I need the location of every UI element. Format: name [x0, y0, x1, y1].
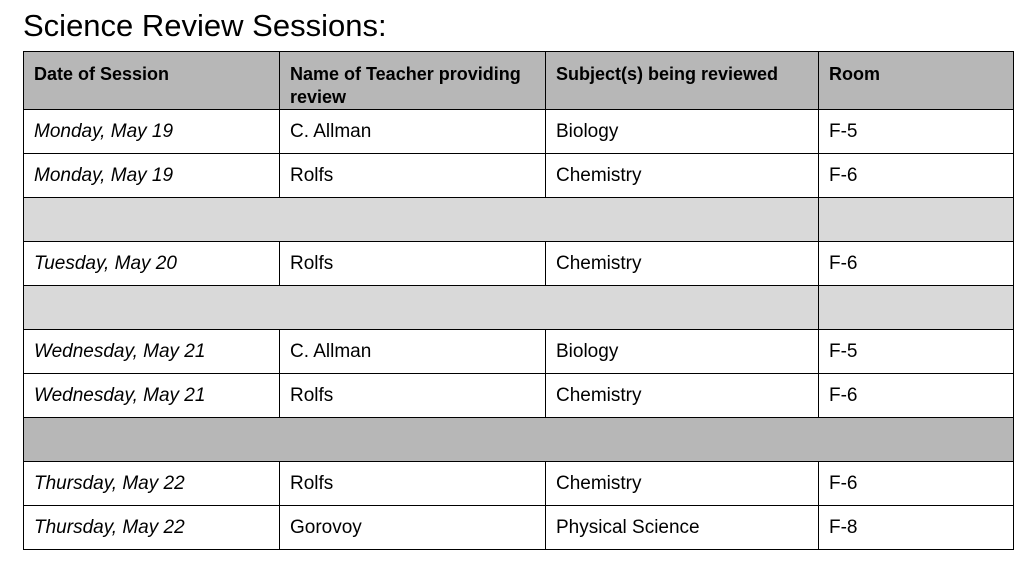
date-cell: Tuesday, May 20: [24, 242, 280, 286]
subject-cell: Chemistry: [546, 242, 819, 286]
date-cell: Wednesday, May 21: [24, 374, 280, 418]
separator-row: [24, 418, 1014, 462]
table-row: [24, 110, 1014, 154]
teacher-cell: Rolfs: [280, 154, 546, 198]
table-row: [24, 242, 1014, 286]
separator-cell: [819, 286, 1014, 330]
separator-row: [24, 286, 1014, 330]
teacher-cell: Rolfs: [280, 374, 546, 418]
room-cell: F-6: [819, 374, 1014, 418]
subject-cell: Biology: [546, 330, 819, 374]
page-title: Science Review Sessions:: [23, 8, 387, 43]
review-sessions-table: [23, 51, 1014, 550]
subject-cell: Chemistry: [546, 462, 819, 506]
room-cell: F-6: [819, 462, 1014, 506]
date-cell: Monday, May 19: [24, 110, 280, 154]
teacher-cell: Gorovoy: [280, 506, 546, 550]
room-cell: F-8: [819, 506, 1014, 550]
separator-cell: [24, 198, 819, 242]
table-header-row: [24, 52, 1014, 110]
separator-cell: [24, 418, 1014, 462]
teacher-cell: Rolfs: [280, 462, 546, 506]
teacher-cell: C. Allman: [280, 110, 546, 154]
room-cell: F-5: [819, 110, 1014, 154]
table-row: [24, 330, 1014, 374]
separator-cell: [24, 286, 819, 330]
table-row: [24, 154, 1014, 198]
subject-cell: Physical Science: [546, 506, 819, 550]
teacher-cell: Rolfs: [280, 242, 546, 286]
subject-cell: Chemistry: [546, 154, 819, 198]
date-cell: Thursday, May 22: [24, 462, 280, 506]
subject-cell: Chemistry: [546, 374, 819, 418]
table-row: [24, 374, 1014, 418]
date-cell: Monday, May 19: [24, 154, 280, 198]
room-cell: F-5: [819, 330, 1014, 374]
table-row: [24, 462, 1014, 506]
room-cell: F-6: [819, 154, 1014, 198]
date-cell: Wednesday, May 21: [24, 330, 280, 374]
header-subjects: Subject(s) being reviewed: [546, 52, 819, 110]
teacher-cell: C. Allman: [280, 330, 546, 374]
date-cell: Thursday, May 22: [24, 506, 280, 550]
header-date-of-session: Date of Session: [24, 52, 280, 110]
separator-cell: [819, 198, 1014, 242]
header-room: Room: [819, 52, 1014, 110]
header-teacher-name: Name of Teacher providing review: [280, 52, 546, 110]
subject-cell: Biology: [546, 110, 819, 154]
separator-row: [24, 198, 1014, 242]
table-row: [24, 506, 1014, 550]
room-cell: F-6: [819, 242, 1014, 286]
